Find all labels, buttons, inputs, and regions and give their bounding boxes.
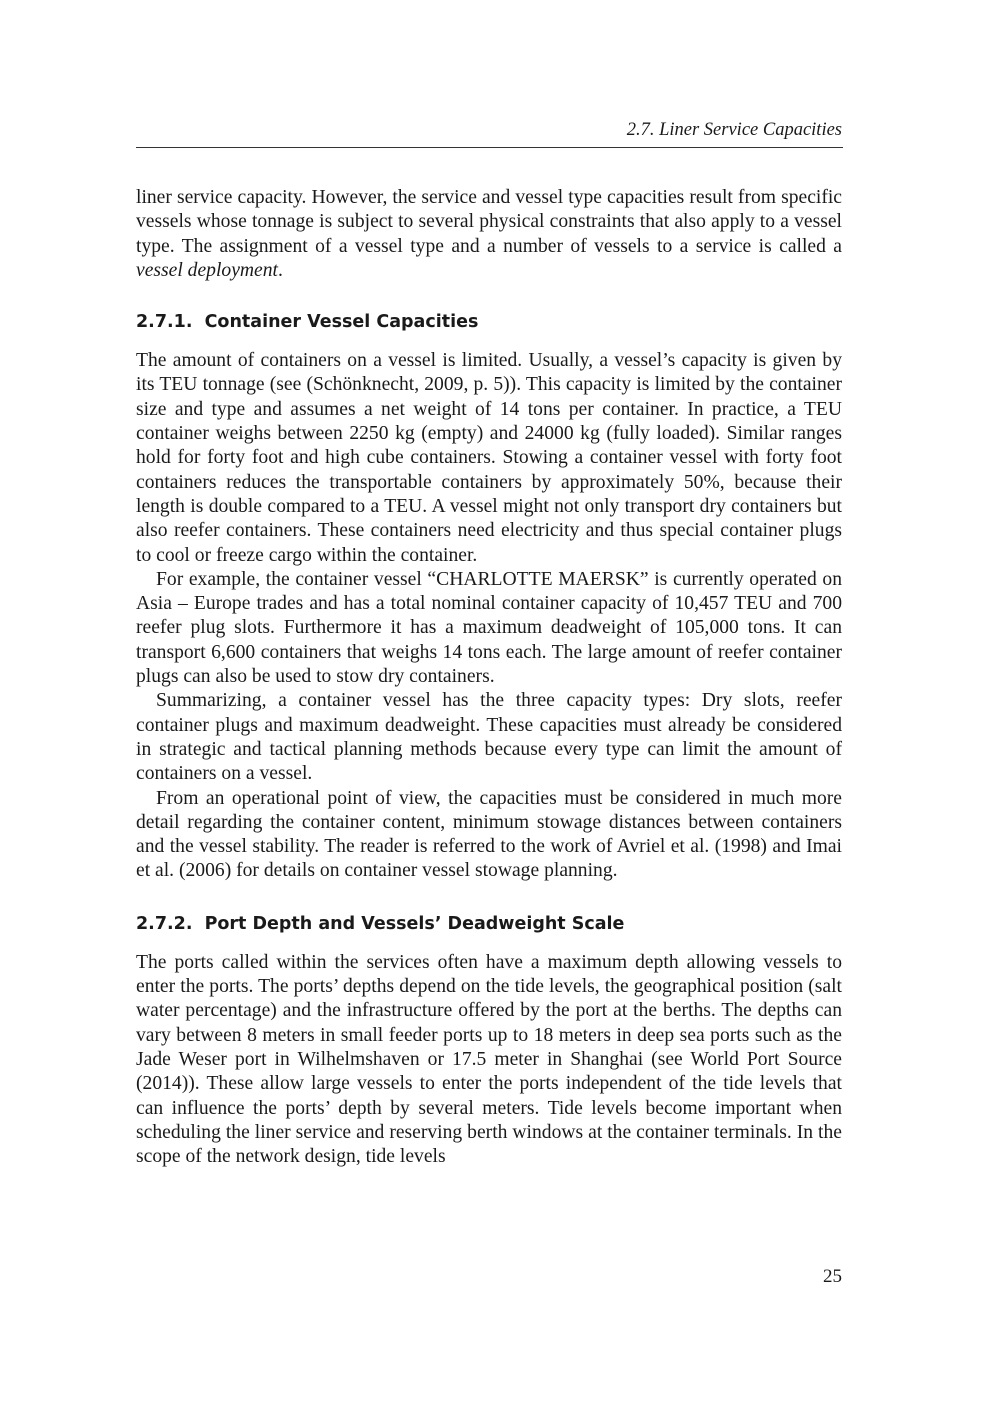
header-rule [136,147,843,148]
section-title: Container Vessel Capacities [204,312,479,333]
section-title: Port Depth and Vessels’ Deadweight Scale [204,913,625,934]
paragraph: Summarizing, a container vessel has the three capacity types: Dry slots, reefer container plugs and maximum deadweight. These capacities must already be considered in strategic and tactical planning methods because every type can limit the amount of containers on a vessel. [136,690,842,785]
page-number: 25 [823,1266,842,1287]
intro-text: liner service capacity. However, the service and vessel type capacities result from specific vessels whose tonnage is subject to several physical constraints that also apply to a vessel type. The assignment of a vessel type and a number of vessels to a service is called a [136,187,842,257]
paragraph: For example, the container vessel “CHARLOTTE MAERSK” is currently operated on Asia – Europe trades and has a total nominal container capacity of 10,457 TEU and 700 reefer plug slots. Furthermore it has a maximum deadweight of 105,000 tons. It can transport 6,600 containers that weighs 14 tons each. The large amount of reefer container plugs can also be used to stow dry containers. [136,568,842,688]
intro-paragraph [136,186,842,283]
paragraph: From an operational point of view, the capacities must be considered in much more detail regarding the container content, minimum stowage distances between containers and the vessel stability. The reader is referred to the work of Avriel et al. (1998) and Imai et al. (2006) for details on container vessel stowage planning. [136,787,842,882]
section-number: 2.7.2. [136,913,193,934]
paragraph: The amount of containers on a vessel is limited. Usually, a vessel’s capacity is given by its TEU tonnage (see (Schönknecht, 2009, p. 5)). This capacity is limited by the container size and type and assumes a net weight of 14 tons per container. In practice, a TEU container weighs between 2250 kg (empty) and 24000 kg (fully loaded). Similar ranges hold for forty foot and high cube containers. Stowing a container vessel with forty foot containers reduces the transportable containers by approximately 50%, because their length is double compared to a TEU. A vessel might not only transport dry containers but also reefer containers. These containers need electricity and thus special container plugs to cool or freeze cargo within the container. [136,350,842,566]
intro-emphasis: vessel deployment [136,259,278,281]
section-heading-port-depth [136,912,842,936]
page-body [136,186,842,1169]
section-heading-container-vessel-capacities [136,310,842,334]
section-number: 2.7.1. [136,312,193,333]
paragraph: The ports called within the services often have a maximum depth allowing vessels to enter the ports. The ports’ depths depend on the tide levels, the geographical position (salt water percentage) and the infrastructure offered by the port at the berths. The depths can vary between 8 meters in small feeder ports up to 18 meters in deep sea ports such as the Jade Weser port in Wilhelmshaven or 17.5 meter in Shanghai (see World Port Source (2014)). These allow large vessels to enter the ports independent of the tide levels that can influence the ports’ depth by several meters. Tide levels become important when scheduling the liner service and reserving berth windows at the container terminals. In the scope of the network design, tide levels [136,951,842,1168]
running-header: 2.7. Liner Service Capacities [626,120,842,140]
intro-text-end: . [278,259,283,281]
